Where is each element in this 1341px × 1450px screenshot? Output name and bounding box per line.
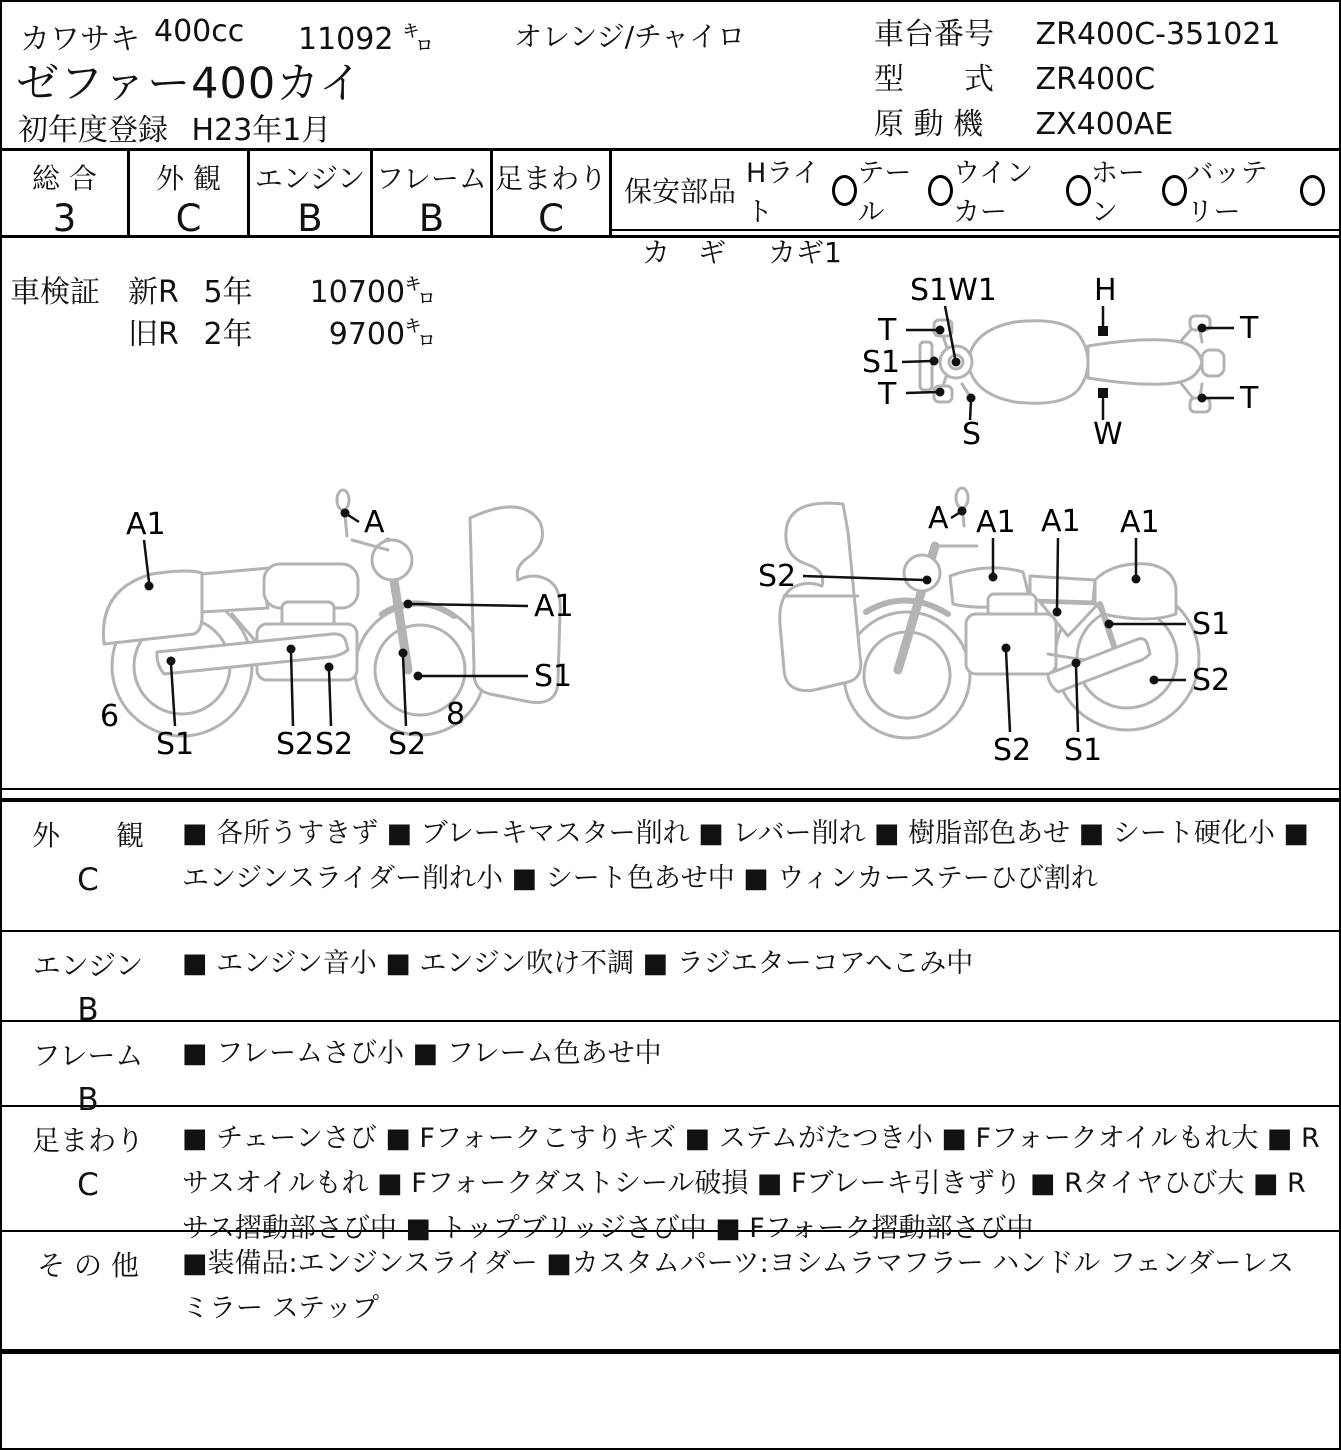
right-side-diagram: [748, 484, 1341, 786]
shaken-row-old: 旧R 2年 9700㌔: [128, 317, 436, 352]
mark-s1-front-wheel: S1: [534, 659, 573, 694]
motorcycle-left-side-art: [103, 490, 560, 736]
chassis-number-label: 車台番号: [874, 17, 994, 52]
mark-tread-front: 6: [100, 699, 120, 734]
chassis-number-row: [874, 12, 1281, 57]
first-registration-label: 初年度登録: [18, 113, 168, 148]
safety-parts-label: 保安部品: [624, 175, 737, 208]
engine-code-value: ZX400AE: [1035, 107, 1174, 142]
safety-part-winker: ウインカー: [953, 151, 1091, 229]
section-items: ■ チェーンさび ■ Fフォークこすりキズ ■ ステムがたつき小 ■ Fフォークオイルもれ大 ■ Rサスオイルもれ ■ Fフォークダストシール破損 ■ Fブレーキ引きずり ■ Rタイヤひび大 ■ Rサス摺動部さび中 ■ トップブリッジさび中 ■ Fフォーク摺動部さび中: [182, 1123, 1320, 1244]
grade-cell-engine: [250, 151, 373, 240]
motorcycle-top-view-art: [920, 316, 1224, 412]
grade-label: エンジン: [254, 162, 366, 195]
safety-part-horn: ホーン: [1091, 151, 1187, 229]
maker-name: カワサキ: [20, 22, 140, 57]
section-exterior: [2, 802, 1339, 932]
mark-w: W: [1093, 417, 1123, 452]
grade-value: C: [175, 197, 202, 240]
empty-bottom-row: [2, 1354, 1339, 1446]
section-label: そ の 他: [37, 1249, 139, 1282]
mark-t-rear-top: T: [878, 313, 897, 348]
mark-s2-engine: S2: [276, 727, 315, 762]
mark-a1-tank: A1: [976, 505, 1016, 540]
section-engine: [2, 932, 1339, 1028]
mark-s2-fork: S2: [388, 727, 427, 762]
grade-label: 総 合: [32, 162, 97, 195]
left-side-diagram: [82, 484, 616, 786]
shaken-block: [10, 272, 435, 356]
safety-parts-row: [612, 151, 1339, 231]
safety-part-battery: バッテリー: [1187, 151, 1326, 229]
first-registration: [18, 105, 331, 149]
safety-part-tail: テール: [857, 151, 953, 229]
safety-parts-panel: [612, 151, 1339, 269]
model-name: ゼファー400カイ: [16, 59, 363, 109]
first-registration-value: H23年1月: [191, 113, 332, 148]
section-grade: B: [77, 1082, 99, 1118]
engine-code-row: [874, 102, 1281, 147]
status-ok-circle-icon: [928, 175, 953, 206]
top-view-diagram: [850, 258, 1338, 472]
section-label: 外 観: [31, 819, 144, 852]
section-items: ■ 各所うすきず ■ ブレーキマスター削れ ■ レバー削れ ■ 樹脂部色あせ ■ シート硬化小 ■ エンジンスライダー削れ小 ■ シート色あせ中 ■ ウィンカーステーひび割れ: [182, 818, 1309, 894]
mark-s1-rear: S1: [862, 345, 901, 380]
key-value: カギ1: [768, 236, 842, 269]
mark-s1-muffler: S1: [156, 727, 195, 762]
section-frame: [2, 1022, 1339, 1118]
section-label: 足まわり: [31, 1124, 144, 1157]
mark-t-front-top: T: [1240, 311, 1259, 346]
engine-code-label: 原 動 機: [874, 107, 984, 142]
key-label: カ ギ: [642, 236, 727, 269]
mark-s2-rear-wheel: S2: [1192, 663, 1231, 698]
status-ok-circle-icon: [1162, 175, 1187, 206]
mileage: 11092 ㌔: [298, 22, 433, 57]
grade-cell-frame: [373, 151, 493, 240]
mark-s1w1: S1W1: [910, 273, 997, 308]
vehicle-id-block: [874, 12, 1281, 147]
body-color: オレンジ/チャイロ: [514, 20, 746, 53]
mark-a1-side-cover: A1: [1041, 504, 1081, 539]
grade-label: 外 観: [156, 162, 221, 195]
section-items: ■ フレームさび小 ■ フレーム色あせ中: [182, 1038, 662, 1069]
grade-value: B: [297, 197, 323, 240]
mark-s2-engine2: S2: [315, 727, 354, 762]
grade-row: [2, 148, 1339, 269]
safety-part-headlight: Hライト: [746, 151, 857, 229]
section-grade: C: [77, 1167, 99, 1203]
shaken-rows: [128, 272, 435, 356]
mark-s2-engine: S2: [993, 733, 1032, 768]
mark-a-mirror: A: [928, 501, 949, 536]
safety-parts-items: [746, 151, 1325, 229]
grade-label: フレーム: [376, 162, 487, 195]
grade-value: C: [538, 197, 564, 240]
model-code-value: ZR400C: [1035, 62, 1156, 97]
mark-a1-rear-cowl: A1: [126, 507, 166, 542]
grade-value: 3: [52, 197, 77, 240]
grade-cell-exterior: [130, 151, 250, 240]
status-ok-circle-icon: [1066, 175, 1091, 206]
chassis-number-value: ZR400C-351021: [1035, 17, 1281, 52]
shaken-row-new: 新R 5年 10700㌔: [128, 275, 436, 310]
section-items: ■装備品:エンジンスライダー ■カスタムパーツ:ヨシムラマフラー ハンドル フェンダーレス ミラー ステップ: [182, 1248, 1295, 1324]
shaken-label: 車検証: [10, 275, 100, 310]
mark-t-rear-bottom: T: [878, 377, 897, 412]
mark-s1-rear-shock: S1: [1192, 607, 1231, 642]
divider-gap: [2, 790, 1339, 798]
mark-a-mirror: A: [364, 505, 385, 540]
displacement: 400cc: [154, 14, 245, 49]
status-ok-circle-icon: [1300, 175, 1325, 206]
grade-cell-undercarriage: [493, 151, 612, 240]
header: [2, 2, 1339, 148]
section-label: エンジン: [32, 949, 144, 982]
section-grade: C: [77, 862, 99, 898]
section-undercarriage: [2, 1107, 1339, 1244]
mark-s2-front: S2: [758, 559, 797, 594]
mark-t-front-bottom: T: [1240, 381, 1259, 416]
grade-value: B: [418, 197, 445, 240]
diagram-panel: [2, 238, 1339, 790]
grade-label: 足まわり: [494, 162, 607, 195]
section-items: ■ エンジン音小 ■ エンジン吹け不調 ■ ラジエターコアへこみ中: [182, 948, 974, 979]
section-other: [2, 1232, 1339, 1354]
grade-cell-overall: [2, 151, 130, 240]
mark-h: H: [1094, 273, 1117, 308]
mark-a1-front-fender: A1: [534, 589, 574, 624]
mark-a1-rear-cowl: A1: [1120, 505, 1160, 540]
section-grade: B: [77, 992, 99, 1028]
mark-tread-rear: 8: [446, 697, 466, 732]
model-code-label: 型 式: [874, 62, 994, 97]
condition-table: [2, 798, 1339, 1446]
model-code-row: [874, 57, 1281, 102]
mark-s-stand: S: [962, 417, 982, 452]
section-label: フレーム: [32, 1039, 144, 1072]
mark-s1-muffler: S1: [1064, 733, 1103, 768]
status-ok-circle-icon: [832, 175, 857, 206]
